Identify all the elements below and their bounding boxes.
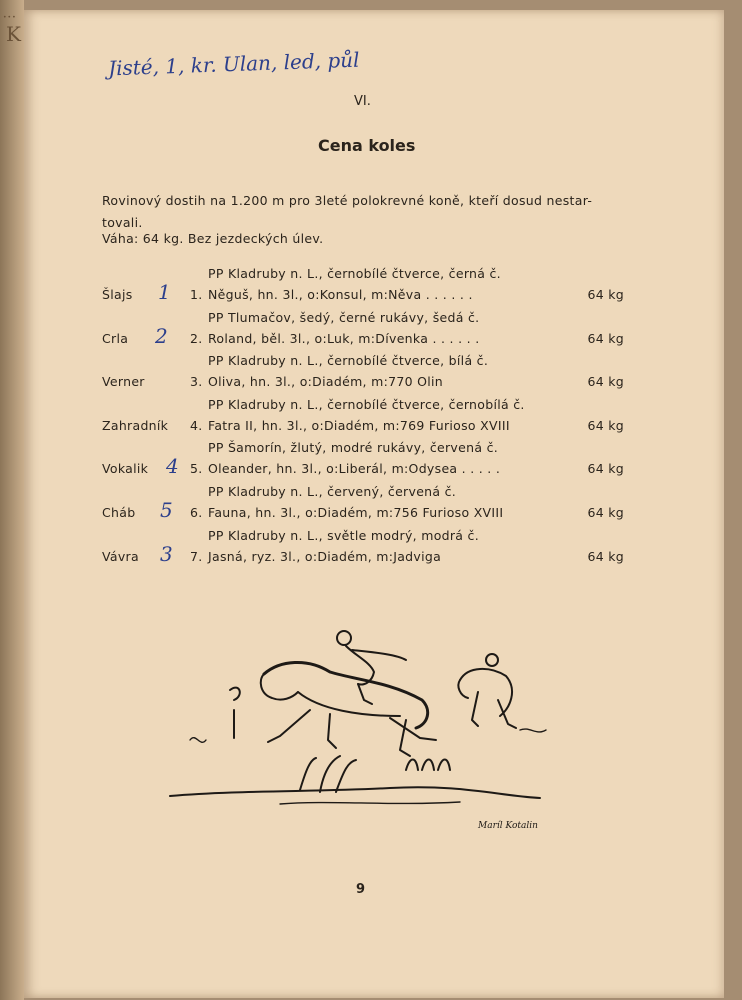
description-line: Rovinový dostih na 1.200 m pro 3leté polokrevné koně, kteří dosud nestar- <box>102 193 593 208</box>
entry-row <box>0 266 742 310</box>
jockey-name: Verner <box>102 374 145 389</box>
entry-row <box>0 484 742 528</box>
weight-conditions: Váha: 64 kg. Bez jezdeckých úlev. <box>102 231 324 246</box>
owner-colors: PP Kladruby n. L., černobílé čtverce, bílá č. <box>208 353 489 368</box>
jockey-name: Crla <box>102 331 129 346</box>
horse-details: Něguš, hn. 3l., o:Konsul, m:Něva . . . . . . <box>208 287 473 302</box>
horse-details: Jasná, ryz. 3l., o:Diadém, m:Jadviga <box>208 549 442 564</box>
horse-race-illustration <box>160 620 560 840</box>
handwritten-placing: 2 <box>155 324 169 348</box>
horse-details: Fauna, hn. 3l., o:Diadém, m:756 Furioso XVIII <box>208 505 504 520</box>
handwritten-placing: 4 <box>166 454 180 478</box>
entry-row <box>0 528 742 572</box>
horse-line <box>190 418 510 433</box>
horse-line <box>190 549 441 564</box>
weight-value: 64 kg <box>587 374 624 389</box>
artist-signature: Maríl Kotalin <box>478 821 538 831</box>
jockey-name: Vávra <box>102 549 139 564</box>
horse-line <box>190 461 500 476</box>
entry-row <box>0 353 742 397</box>
jockey-name: Cháb <box>102 505 136 520</box>
handwritten-placing: 1 <box>158 280 172 304</box>
owner-colors: PP Kladruby n. L., černobílé čtverce, černobílá č. <box>208 397 525 412</box>
race-title: Cena koles <box>318 136 416 155</box>
horse-line <box>190 505 503 520</box>
watermark-logo: K <box>6 22 21 46</box>
horse-details: Oleander, hn. 3l., o:Liberál, m:Odysea . . . . . <box>208 461 501 476</box>
entry-number: 6. <box>190 505 203 520</box>
owner-colors: PP Tlumačov, šedý, černé rukávy, šedá č. <box>208 310 480 325</box>
owner-colors: PP Kladruby n. L., světle modrý, modrá č. <box>208 528 479 543</box>
jockey-name: Šlajs <box>102 287 133 302</box>
entry-row <box>0 310 742 354</box>
handwritten-note: Jisté, 1, kr. Ulan, led, půl <box>107 47 360 81</box>
horse-line <box>190 287 473 302</box>
weight-value: 64 kg <box>587 461 624 476</box>
horse-line <box>190 331 479 346</box>
section-number: VI. <box>354 94 371 109</box>
weight-value: 64 kg <box>587 505 624 520</box>
entry-number: 1. <box>190 287 203 302</box>
corner-dots: ••• <box>3 14 17 21</box>
entry-number: 4. <box>190 418 203 433</box>
handwritten-placing: 3 <box>160 542 174 566</box>
handwritten-placing: 5 <box>160 498 174 522</box>
horse-details: Roland, běl. 3l., o:Luk, m:Dívenka . . . . . . <box>208 331 480 346</box>
horse-details: Oliva, hn. 3l., o:Diadém, m:770 Olin <box>208 374 444 389</box>
entry-row <box>0 397 742 441</box>
entry-number: 7. <box>190 549 203 564</box>
race-description <box>102 190 626 234</box>
jockey-name: Zahradník <box>102 418 169 433</box>
weight-value: 64 kg <box>587 418 624 433</box>
description-line: tovali. <box>102 215 143 230</box>
horse-line <box>190 374 443 389</box>
horse-details: Fatra II, hn. 3l., o:Diadém, m:769 Furioso XVIII <box>208 418 510 433</box>
owner-colors: PP Kladruby n. L., červený, červená č. <box>208 484 457 499</box>
page-number: 9 <box>356 882 366 897</box>
weight-value: 64 kg <box>587 287 624 302</box>
entry-number: 5. <box>190 461 203 476</box>
jockey-name: Vokalik <box>102 461 149 476</box>
entry-row <box>0 440 742 484</box>
owner-colors: PP Šamorín, žlutý, modré rukávy, červená č. <box>208 440 499 455</box>
weight-value: 64 kg <box>587 549 624 564</box>
owner-colors: PP Kladruby n. L., černobílé čtverce, černá č. <box>208 266 501 281</box>
weight-value: 64 kg <box>587 331 624 346</box>
entry-number: 3. <box>190 374 203 389</box>
entry-number: 2. <box>190 331 203 346</box>
